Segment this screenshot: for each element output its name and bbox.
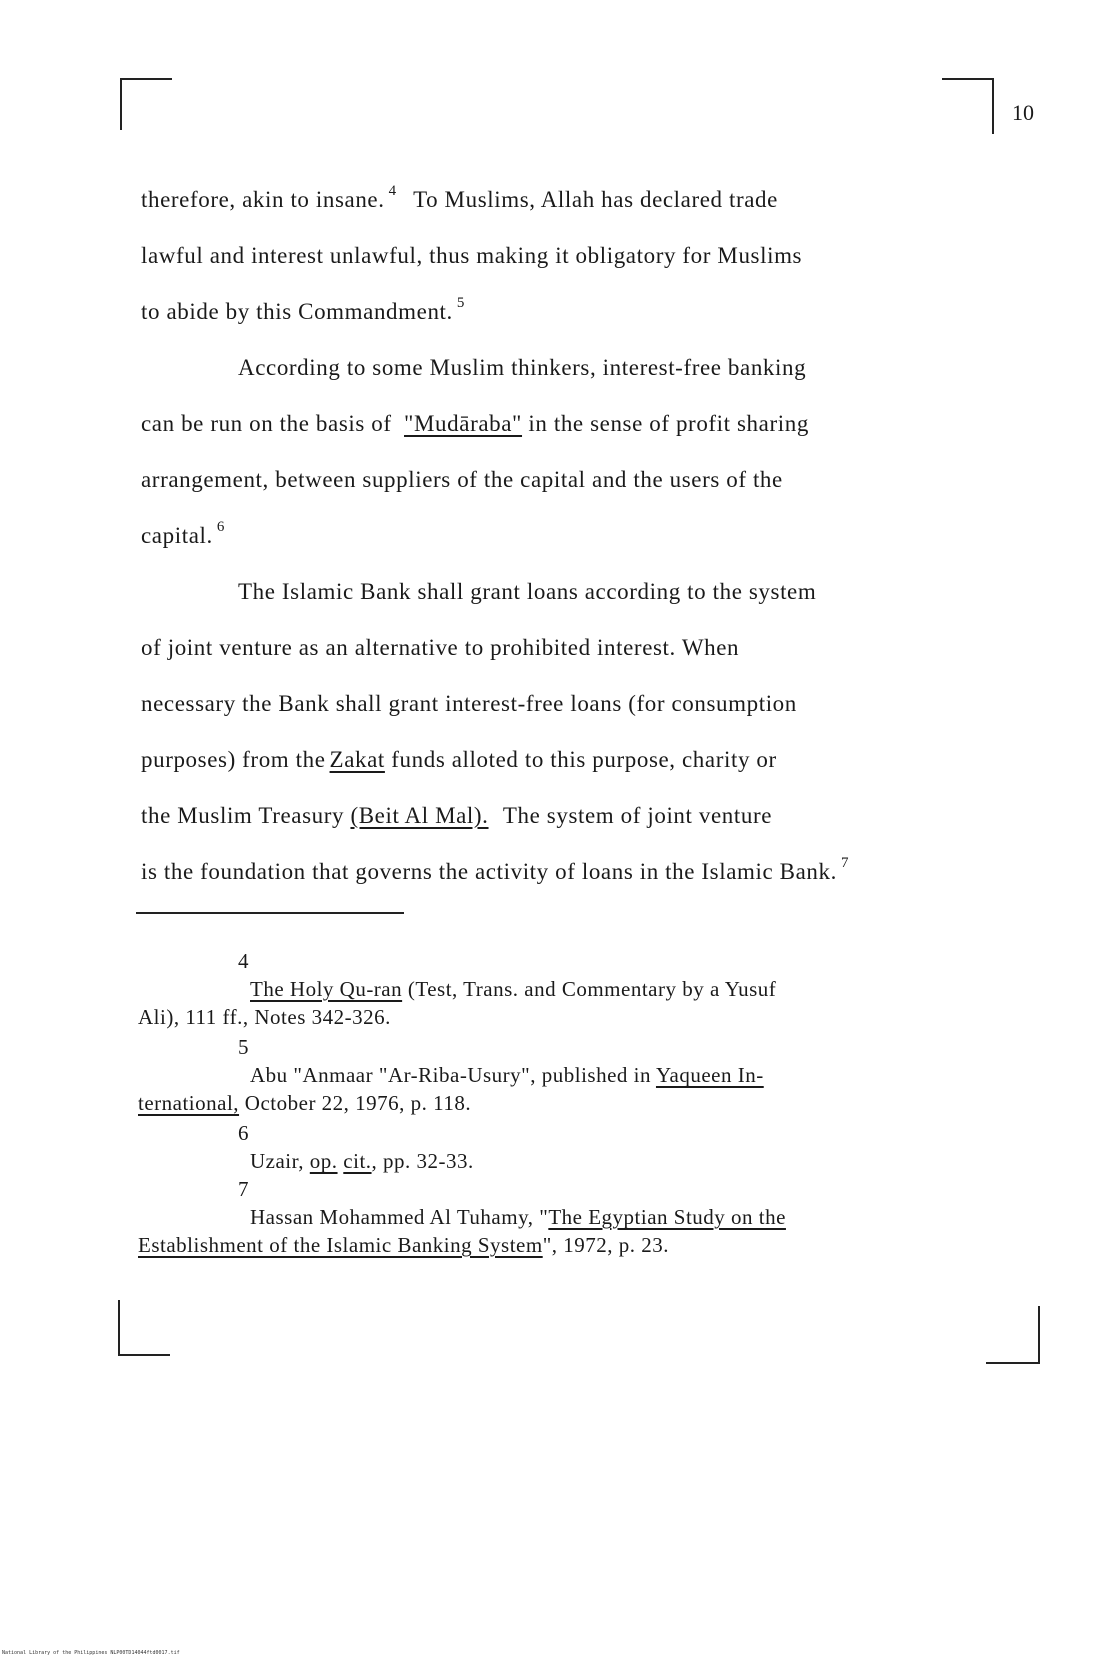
footnote-text: Hassan Mohammed Al Tuhamy, " — [250, 1205, 549, 1229]
body-text: therefore, akin to insane. — [141, 187, 385, 212]
body-line-5 — [141, 410, 809, 438]
body-line-6: arrangement, between suppliers of the capital and the users of the — [141, 467, 783, 492]
body-text: to abide by this Commandment. — [141, 299, 453, 324]
footnote-4-line-2: Ali), 111 ff., Notes 342-326. — [138, 1005, 391, 1029]
crop-mark-top-left-v — [120, 78, 122, 130]
crop-mark-top-right-v — [992, 78, 994, 134]
footnote-ref-5: 5 — [456, 295, 466, 311]
body-line-1 — [141, 183, 778, 217]
crop-mark-top-left-h — [120, 78, 172, 80]
crop-mark-bottom-right-v — [1038, 1306, 1040, 1364]
body-line-13 — [141, 855, 850, 889]
body-line-2: lawful and interest unlawful, thus making it obligatory for Muslims — [141, 243, 803, 268]
body-line-3 — [141, 295, 466, 329]
body-text: funds alloted to this purpose, charity or — [391, 747, 777, 772]
body-text: capital. — [141, 523, 213, 548]
body-text: The system of joint venture — [502, 803, 773, 828]
crop-mark-bottom-left-v — [118, 1300, 120, 1356]
term-beit-al-mal: (Beit Al Mal). — [350, 803, 489, 828]
footnote-text: Abu "Anmaar "Ar-Riba-Usury", published in — [250, 1063, 651, 1087]
footnote-separator — [136, 912, 404, 914]
body-line-7 — [141, 519, 225, 553]
body-text: in the sense of profit sharing — [528, 411, 809, 436]
footnote-number-6: 6 — [238, 1121, 249, 1145]
abbr-cit: cit. — [343, 1149, 372, 1173]
footnote-4-line-1 — [250, 976, 776, 1002]
footnote-7-line-1 — [250, 1204, 786, 1230]
body-text: the Muslim Treasury — [141, 803, 345, 828]
footnote-5-line-2 — [138, 1090, 471, 1116]
term-mudaraba: "Mudāraba" — [404, 411, 523, 436]
body-line-12 — [141, 802, 772, 830]
body-line-11 — [141, 746, 777, 774]
footnote-ref-6: 6 — [216, 519, 225, 535]
body-line-9: of joint venture as an alternative to prohibited interest. When — [141, 635, 740, 660]
body-text: can be run on the basis of — [141, 411, 392, 436]
footnote-text: Uzair, — [250, 1149, 305, 1173]
body-line-8: The Islamic Bank shall grant loans according to the system — [238, 579, 817, 604]
crop-mark-bottom-right-h — [986, 1362, 1040, 1364]
body-text: is the foundation that governs the activity of loans in the Islamic Bank. — [141, 859, 837, 884]
footnote-5-line-1 — [250, 1062, 764, 1088]
page-number: 10 — [1012, 100, 1034, 125]
footnote-text: ", 1972, p. 23. — [542, 1233, 670, 1257]
scan-footer: National Library of the Philippines NLP00TD14044ftd0017.tif — [2, 1650, 180, 1656]
crop-mark-bottom-left-h — [118, 1354, 170, 1356]
title-holy-quran: The Holy Qu-ran — [250, 977, 403, 1001]
title-egyptian-study: The Egyptian Study on the — [548, 1205, 786, 1229]
footnote-7-line-2 — [138, 1232, 669, 1258]
footnote-number-5: 5 — [238, 1035, 249, 1059]
footnote-ref-4: 4 — [388, 183, 397, 199]
title-egyptian-study-cont: Establishment of the Islamic Banking System — [138, 1233, 543, 1257]
footnote-6-line-1 — [250, 1148, 474, 1174]
body-text: To Muslims, Allah has declared trade — [413, 187, 778, 212]
title-yaqueen-international: Yaqueen In- — [655, 1063, 764, 1087]
footnote-text: , pp. 32-33. — [371, 1149, 474, 1173]
title-yaqueen-international-cont: ternational, — [138, 1091, 240, 1115]
footnote-text: October 22, 1976, p. 118. — [244, 1091, 472, 1115]
body-line-10: necessary the Bank shall grant interest-free loans (for consumption — [141, 691, 797, 716]
body-line-4: According to some Muslim thinkers, interest-free banking — [238, 355, 807, 380]
footnote-ref-7: 7 — [840, 855, 850, 871]
footnote-number-4: 4 — [238, 949, 249, 973]
footnote-text: (Test, Trans. and Commentary by a Yusuf — [407, 977, 777, 1001]
footnote-number-7: 7 — [238, 1177, 249, 1201]
abbr-op: op. — [309, 1149, 338, 1173]
term-zakat: Zakat — [329, 747, 385, 772]
body-text: purposes) from the — [141, 747, 326, 772]
crop-mark-top-right-h — [942, 78, 994, 80]
